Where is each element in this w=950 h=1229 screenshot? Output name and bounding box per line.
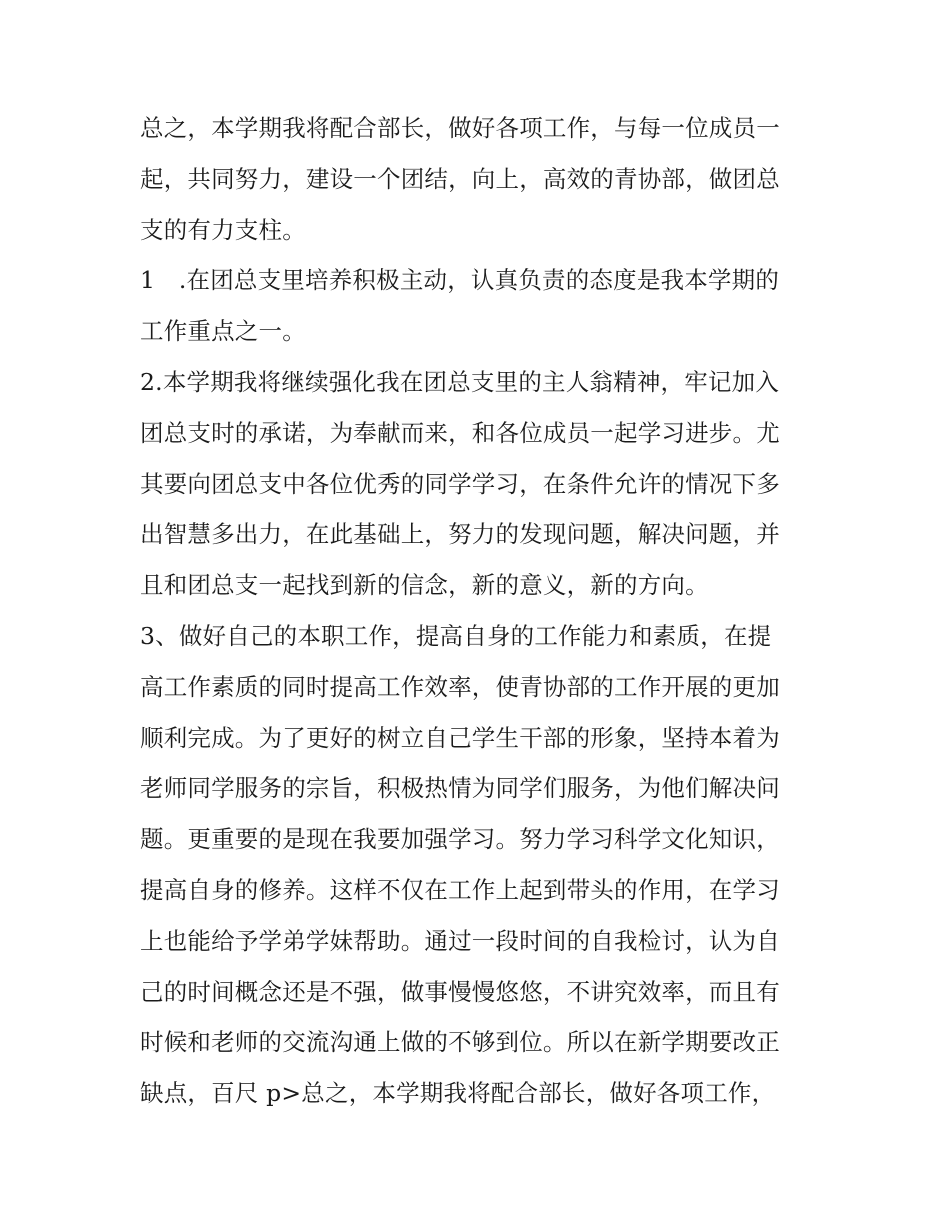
text-line: 时候和老师的交流沟通上做的不够到位。所以在新学期要改正 [140, 1028, 780, 1057]
text-line: 团总支时的承诺，为奉献而来，和各位成员一起学习进步。尤 [140, 418, 780, 447]
text-line: 己的时间概念还是不强，做事慢慢悠悠，不讲究效率，而且有 [140, 977, 780, 1006]
paragraph-item-2 [140, 357, 820, 611]
text-line: 2.本学期我将继续强化我在团总支里的主人翁精神，牢记加入 [140, 367, 780, 396]
text-line: 顺利完成。为了更好的树立自己学生干部的形象，坚持本着为 [140, 723, 780, 752]
document-body [140, 103, 820, 1119]
text-line: 1 .在团总支里培养积极主动，认真负责的态度是我本学期的 [140, 266, 780, 295]
paragraph-item-3 [140, 611, 820, 1119]
paragraph-summary [140, 103, 820, 255]
text-line: 工作重点之一。 [140, 317, 306, 346]
text-line: 高工作素质的同时提高工作效率，使青协部的工作开展的更加 [140, 672, 780, 701]
text-line: 题。更重要的是现在我要加强学习。努力学习科学文化知识， [140, 825, 780, 854]
text-line: 提高自身的修养。这样不仅在工作上起到带头的作用，在学习 [140, 875, 780, 904]
text-line: 总之，本学期我将配合部长，做好各项工作，与每一位成员一 [140, 114, 780, 142]
text-line: 支的有力支柱。 [140, 215, 306, 244]
text-line: 其要向团总支中各位优秀的同学学习，在条件允许的情况下多 [140, 469, 780, 498]
text-line: 缺点，百尺 p>总之，本学期我将配合部长，做好各项工作， [140, 1079, 776, 1108]
text-line: 出智慧多出力，在此基础上，努力的发现问题，解决问题，并 [140, 520, 780, 549]
text-line: 老师同学服务的宗旨，积极热情为同学们服务，为他们解决问 [140, 774, 780, 803]
text-line: 且和团总支一起找到新的信念，新的意义，新的方向。 [140, 571, 709, 600]
text-line: 起，共同努力，建设一个团结，向上，高效的青协部，做团总 [140, 164, 780, 193]
text-line: 上也能给予学弟学妹帮助。通过一段时间的自我检讨，认为自 [140, 926, 780, 955]
text-line: 3、做好自己的本职工作，提高自身的工作能力和素质，在提 [140, 621, 772, 650]
paragraph-item-1 [140, 255, 820, 357]
